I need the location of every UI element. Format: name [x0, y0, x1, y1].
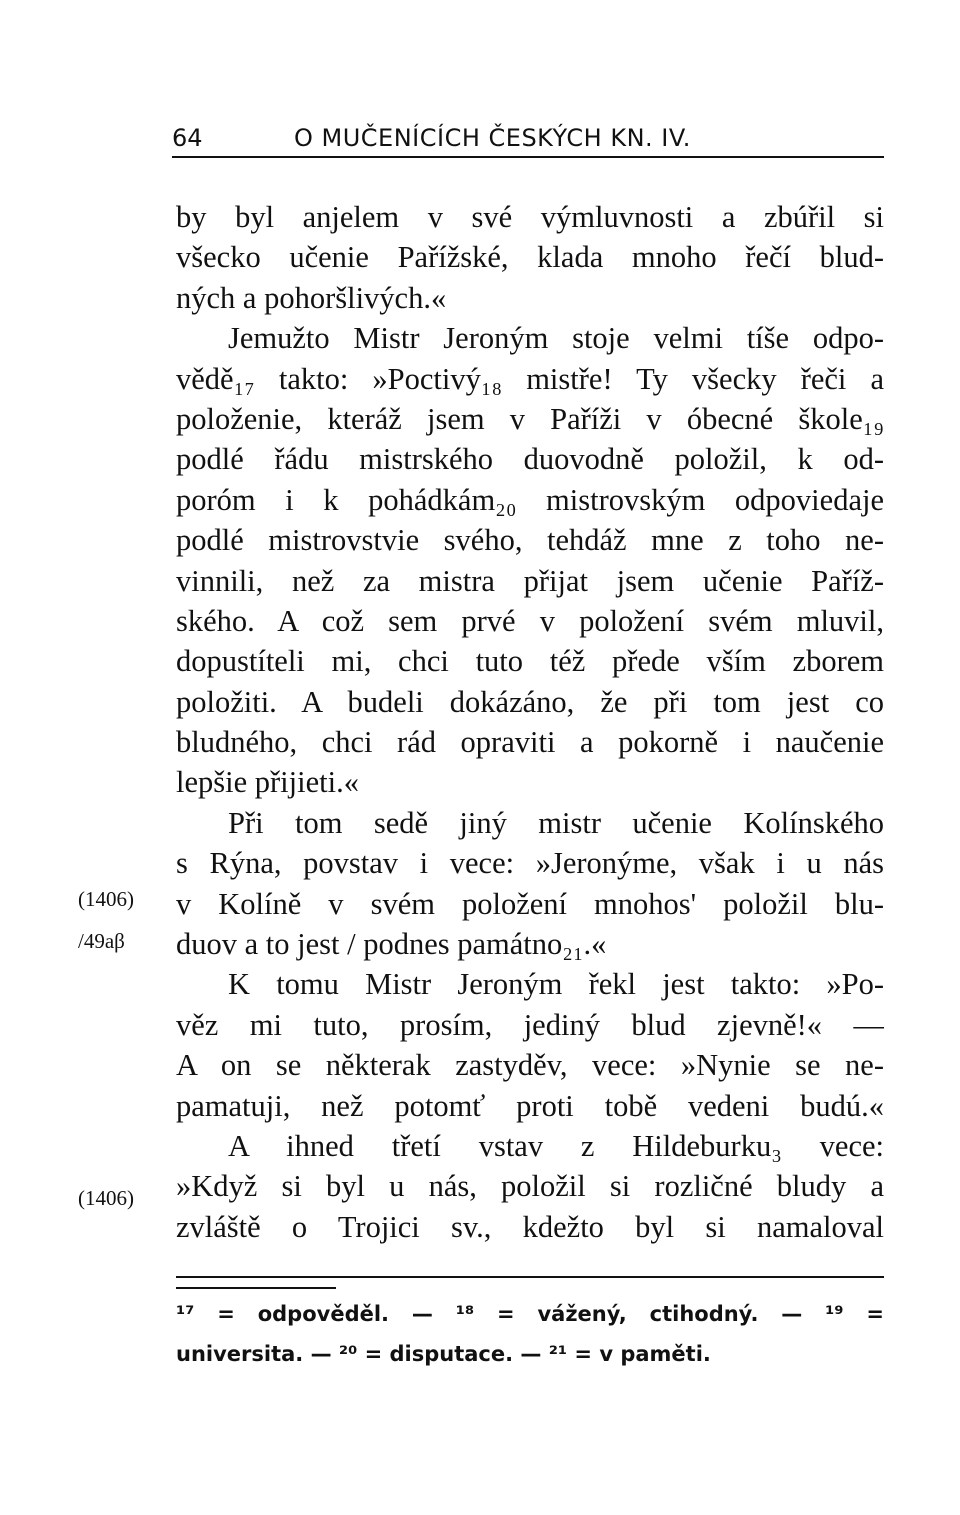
- footnote-line: ¹⁷ = odpověděl. — ¹⁸ = vážený, ctihodný. — ¹⁹ =: [176, 1302, 884, 1326]
- text-line: poróm i k pohádkám₂₀ mistrovským odpoviedaje: [176, 482, 884, 517]
- text-line: dopustíteli mi, chci tuto též přede vším zborem: [176, 644, 884, 679]
- text-line: všecko učenie Pařížské, klada mnoho řečí blud-: [176, 240, 884, 275]
- text-line: podlé mistrovstvie svého, tehdáž mne z toho ne-: [176, 523, 884, 558]
- footnote-divider-short: [176, 1287, 336, 1289]
- margin-note-year: (1406): [78, 887, 134, 911]
- text-line: vinnili, než za mistra přijat jsem učenie Paříž-: [176, 563, 884, 598]
- footnotes: [176, 1295, 884, 1376]
- text-line: ského. A což sem prvé v položení svém mluvil,: [176, 603, 884, 638]
- footnote-line: universita. — ²⁰ = disputace. — ²¹ = v paměti.: [176, 1342, 711, 1367]
- text-line: Jemužto Mistr Jeroným stoje velmi tíše odpo-: [228, 321, 884, 356]
- margin-note-year: (1406): [78, 1186, 134, 1210]
- text-line: A ihned třetí vstav z Hildeburku₃ vece:: [228, 1128, 884, 1163]
- margin-note-folio: /49aβ: [78, 929, 125, 953]
- body-text: [176, 197, 884, 1247]
- text-line: pamatuji, než potomť proti tobě vedeni budú.«: [176, 1088, 884, 1123]
- text-line: podlé řádu mistrského duovodně položil, k od-: [176, 442, 884, 477]
- text-line: položiti. A budeli dokázáno, že při tom jest co: [176, 684, 884, 719]
- text-line: K tomu Mistr Jeroným řekl jest takto: »Po-: [228, 967, 884, 1002]
- text-line: duov a to jest / podnes památno₂₁.«: [176, 927, 607, 962]
- text-line: ných a pohoršlivých.«: [176, 280, 447, 315]
- text-line: věz mi tuto, prosím, jediný blud zjevně!« —: [176, 1007, 884, 1042]
- page-header: [172, 120, 884, 158]
- text-line: s Rýna, povstav i vece: »Jeronýme, však i u nás: [176, 846, 884, 881]
- running-title: O MUČENÍCÍCH ČESKÝCH KN. IV.: [294, 124, 691, 152]
- text-line: vědě₁₇ takto: »Poctivý₁₈ mistře! Ty všecky řeči a: [176, 361, 884, 396]
- text-line: A on se některak zastyděv, vece: »Nynie se ne-: [176, 1048, 884, 1083]
- text-line: zvláště o Trojici sv., kdežto byl si namaloval: [176, 1209, 884, 1244]
- text-line: položenie, kteráž jsem v Paříži v óbecné škole₁₉: [176, 401, 884, 436]
- footnote-divider: [176, 1276, 884, 1278]
- text-line: lepšie přijieti.«: [176, 765, 359, 800]
- text-line: Při tom sedě jiný mistr učenie Kolínského: [228, 805, 884, 840]
- text-line: by byl anjelem v své výmluvnosti a zbúřil si: [176, 200, 884, 234]
- page-number: 64: [172, 124, 203, 152]
- text-line: »Když si byl u nás, položil si rozličné bludy a: [176, 1169, 884, 1204]
- text-line: v Kolíně v svém položení mnohos' položil blu-: [176, 886, 884, 921]
- text-line: bludného, chci rád opraviti a pokorně i naučenie: [176, 725, 884, 760]
